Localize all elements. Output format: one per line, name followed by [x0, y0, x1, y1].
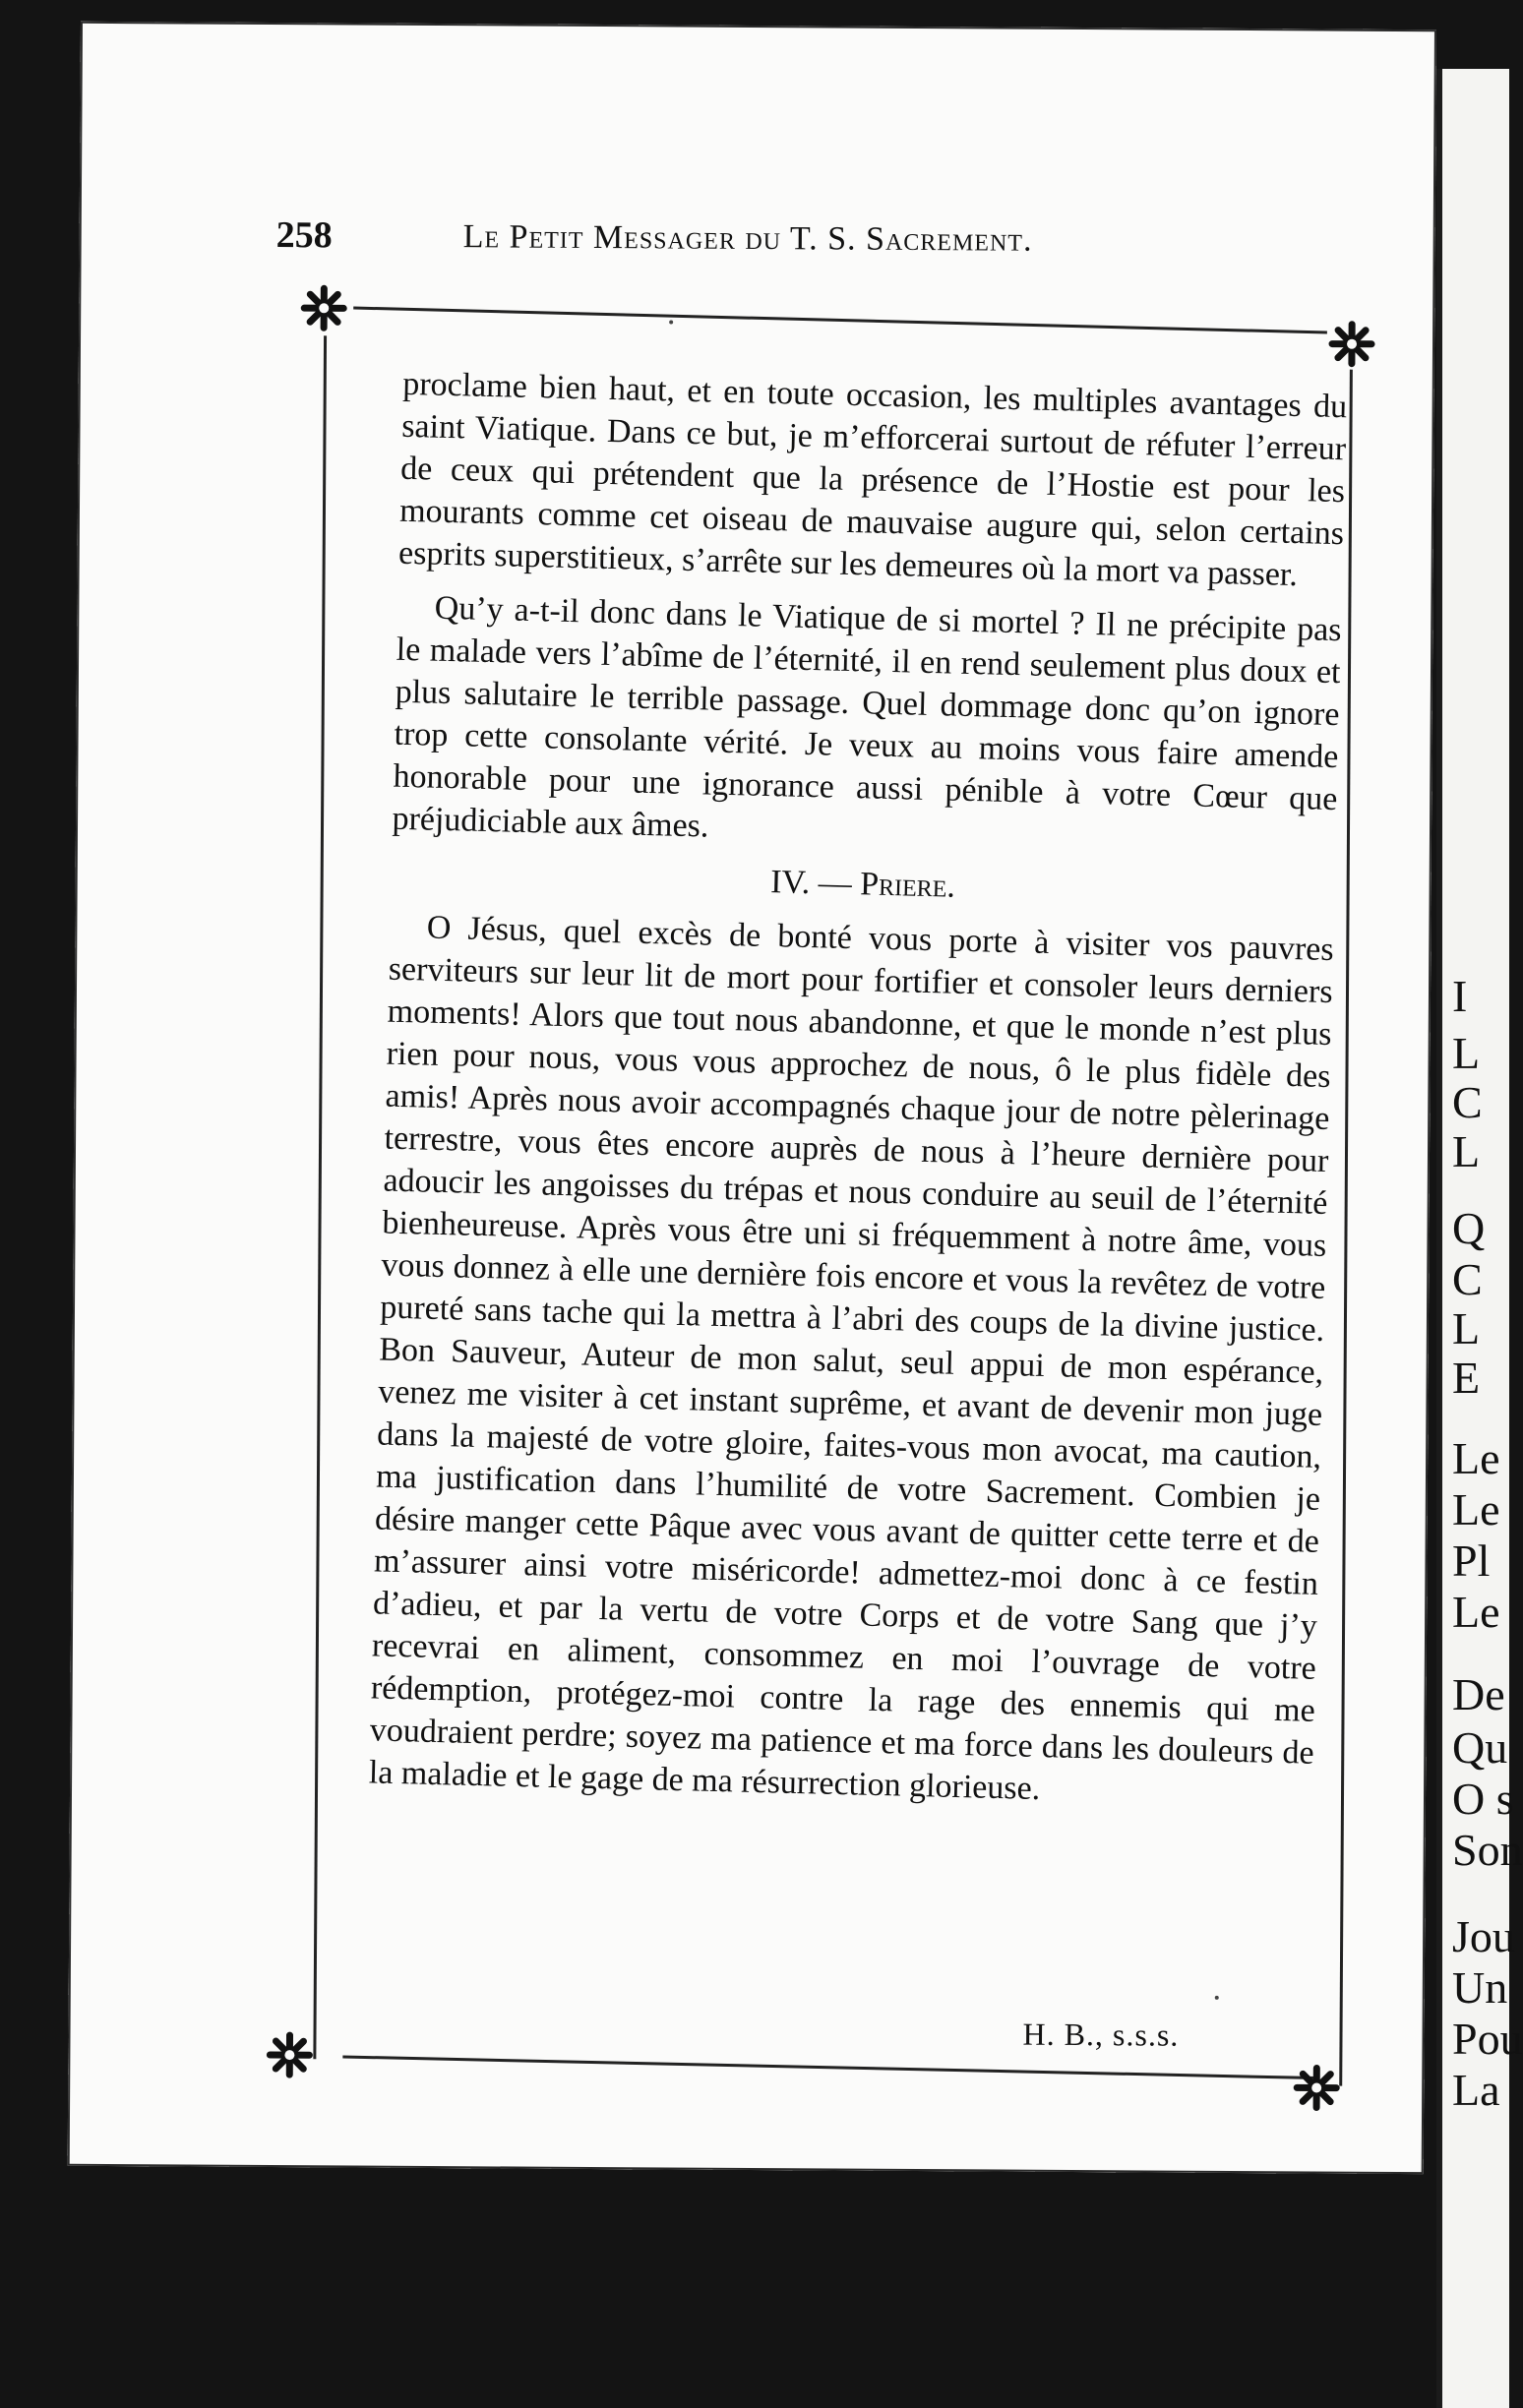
- book-page: [68, 22, 1436, 2174]
- fragment-text: L: [1452, 1126, 1481, 1176]
- frame-bottom-rule: [342, 2055, 1316, 2079]
- fragment-text: Son: [1452, 1825, 1523, 1875]
- frame-left-rule: [313, 335, 327, 2059]
- fragment-text: Le: [1452, 1433, 1500, 1483]
- fragment-text: Le: [1452, 1587, 1500, 1637]
- fragment-text: Pou: [1452, 2014, 1523, 2064]
- asterisk-flower-icon: [1290, 2061, 1343, 2114]
- asterisk-flower-icon: [1325, 318, 1378, 371]
- fragment-text: La: [1452, 2065, 1500, 2115]
- fragment-text: I: [1452, 971, 1468, 1021]
- asterisk-flower-icon: [263, 2028, 316, 2081]
- author-signature: H. B., s.s.s.: [1022, 2016, 1180, 2053]
- fragment-text: Un: [1452, 1962, 1508, 2013]
- frame-top-rule: [353, 306, 1327, 333]
- fragment-text: Pl: [1452, 1535, 1491, 1586]
- paragraph: proclame bien haut, et en toute occasion, les multiples avantages du saint Viatique. Dans ce but, je m’efforcerai surtout de réfuter l’erreur de ceux qui prétendent que la présence de l’Hostie est pour les mourants comme cet oiseau de mauvaise augure qui, selon certains esprits superstitieux, s’arrête sur les demeures où la mort va passer.: [397, 365, 1348, 594]
- page-header: [275, 213, 1259, 278]
- print-speck: [669, 320, 673, 324]
- section-heading: IV. — Priere.: [769, 864, 956, 905]
- fragment-text: L: [1452, 1303, 1481, 1354]
- adjacent-page-edge: [1436, 69, 1523, 2408]
- fragment-text: Qu: [1452, 1722, 1508, 1773]
- fragment-text: E: [1452, 1353, 1481, 1403]
- fragment-text: Q: [1452, 1203, 1486, 1253]
- paragraph: O Jésus, quel excès de bonté vous porte à visiter vos pauvres serviteurs sur leur lit de mort pour fortifier et consoler leurs derniers moments! Alors que tout nous abandonne, et que le monde n’est plus rien pour nous, vous vous approchez de nous, ô le plus fidèle des amis! Après nous avoir accompagnés chaque jour de notre pèlerinage terrestre, vous êtes encore auprès de nous à l’heure dernière pour adoucir les angoisses du trépas et nous conduire au seuil de l’éternité bienheureuse. Après vous être uni si fréquemment à notre âme, vous vous donnez à elle une dernière fois encore et vous la revêtez de votre pureté sans tache qui la mettra à l’abri des coups de la divine justice. Bon Sauveur, Auteur de mon salut, seul appui de mon espérance, venez me visiter à cet instant suprême, et avant de devenir mon juge dans la majesté de votre gloire, faites-vous mon avocat, ma caution, ma justification dans l’humilité de votre Sacrement. Combien je désire manger cette Pâque avec vous avant de quitter cette terre et de m’assurer ainsi votre miséricorde! admettez-moi donc à ce festin d’adieu, et par la vertu de votre Corps et de votre Sang que j’y recevrai en aliment, consommez en moi l’ouvrage de votre rédemption, protégez-moi contre la rage des ennemis qui me voudraient perdre; soyez ma patience et ma force dans les douleurs de la maladie et le gage de ma résurrection glorieuse.: [368, 909, 1335, 1808]
- page-body-text: [368, 363, 1348, 1829]
- fragment-text: C: [1452, 1254, 1483, 1304]
- asterisk-flower-icon: [297, 281, 350, 334]
- page-number: 258: [275, 214, 333, 257]
- running-title: Le Petit Messager du T. S. Sacrement.: [462, 218, 1033, 259]
- fragment-text: L: [1452, 1028, 1481, 1078]
- fragment-text: Le: [1452, 1484, 1500, 1535]
- fragment-text: C: [1452, 1077, 1483, 1127]
- paragraph: Qu’y a-t-il donc dans le Viatique de si mortel ? Il ne précipite pas le malade vers l’abîme de l’éternité, il en rend seulement plus doux et plus salutaire le terrible passage. Quel dommage donc qu’on ignore trop cette consolante vérité. Je veux au moins vous faire amende honorable pour une ignorance aussi pénible à votre Cœur que préjudiciable aux âmes.: [392, 589, 1342, 845]
- fragment-text: O s: [1452, 1774, 1514, 1824]
- print-speck: [1215, 1996, 1219, 2000]
- fragment-text: De: [1452, 1669, 1505, 1719]
- fragment-text: Jou: [1452, 1911, 1515, 1961]
